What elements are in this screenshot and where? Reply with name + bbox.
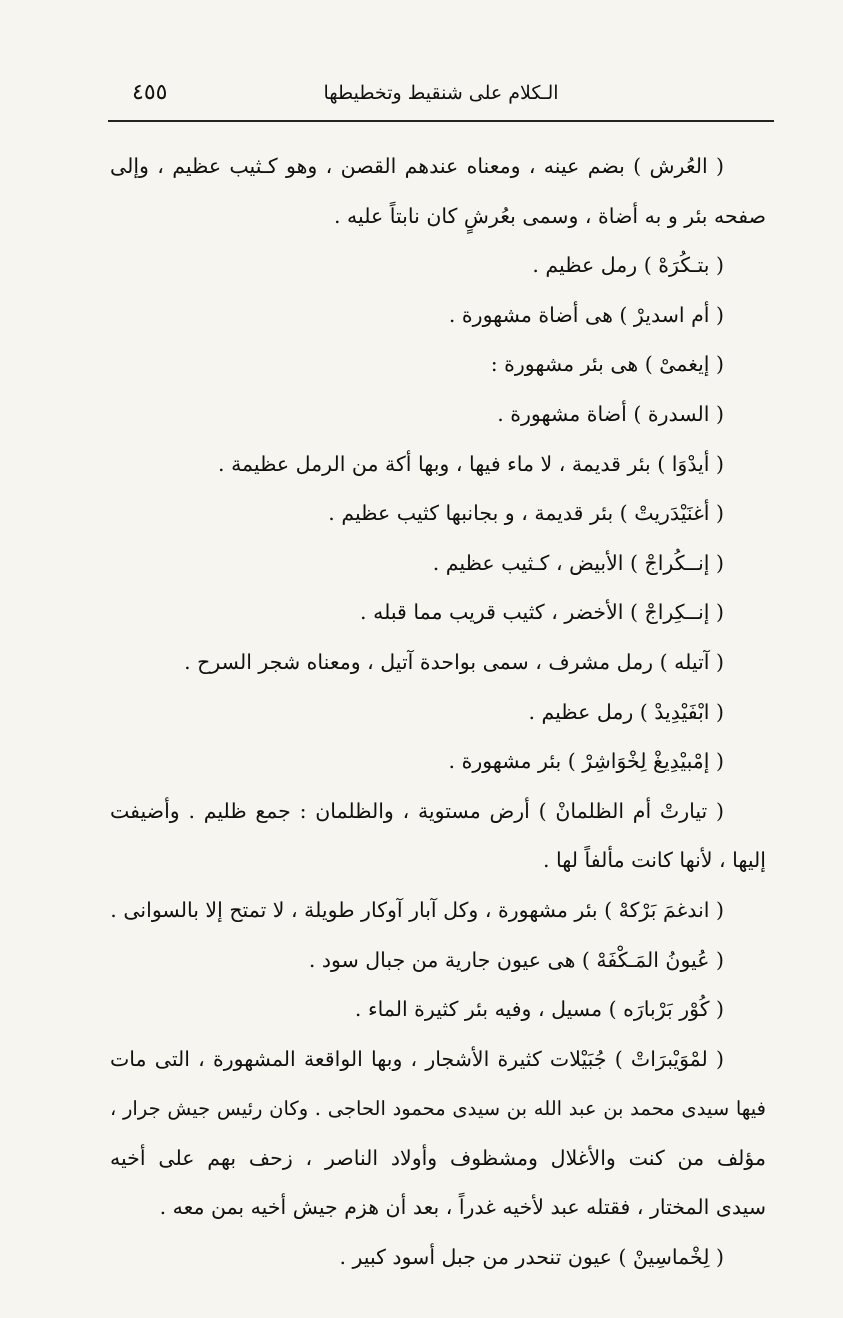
text-line: ( لِخْماسِينْ ) عيون تنحدر من جبل أسود كبير . [339, 1245, 724, 1270]
text-line: ( اندغمَ بَرْكهْ ) بئر مشهورة ، وكل آبار آوكار طويلة ، لا تمتح إلا بالسوانى . [110, 897, 724, 922]
text-line: ( لمْوَيْبرَاتْ ) جُبَيْلات كثيرة الأشجار ، وبها الواقعة المشهورة ، التى مات [110, 1046, 724, 1071]
text-line: ( العُرش ) بضم عينه ، ومعناه عندهم القصن ، وهو كـثيب عظيم ، وإلى [110, 154, 724, 178]
text-line: ( إيغمىْ ) هى بئر مشهورة : [490, 352, 724, 377]
text-line: ( إنــكِراجْ ) الأخضر ، كثيب قريب مما قبله . [360, 600, 724, 625]
header-rule [108, 120, 774, 122]
text-line: ( ابْفَيْدِيدْ ) رمل عظيم . [528, 699, 724, 724]
text-line: ( أم اسديرْ ) هى أضاة مشهورة . [448, 302, 724, 327]
text-line: ( كُوْر بَرْبارَه ) مسيل ، وفيه بئر كثيرة الماء . [354, 997, 724, 1022]
running-header [108, 78, 774, 116]
text-line: ( إنــكُراجْ ) الأبيض ، كـثيب عظيم . [432, 550, 724, 575]
page-number: ٤٥٥ [132, 80, 168, 105]
text-line: فيها سيدى محمد بن عبد الله بن سيدى محمود الحاجى . وكان رئيس جيش جرار ، [110, 1097, 766, 1121]
text-line: ( آتيله ) رمل مشرف ، سمى بواحدة آتيل ، ومعناه شجر السرح . [184, 649, 724, 674]
running-title: الـكلام على شنقيط وتخطيطها [323, 82, 559, 104]
text-line: ( السدرة ) أضاة مشهورة . [497, 401, 724, 426]
text-line: صفحه بئر و به أضاة ، وسمى بعُرشٍ كان نابتاً عليه . [334, 203, 766, 228]
text-line: ( أغنَيْدَريتْ ) بئر قديمة ، و بجانبها كثيب عظيم . [328, 501, 724, 526]
text-line: ( إمْبيْدِيغْ لِخْوَاشِرْ ) بئر مشهورة . [448, 749, 724, 774]
text-line: مؤلف من كنت والأغلال ومشظوف وأولاد الناصر ، زحف بهم على أخيه [110, 1145, 766, 1170]
text-line: إليها ، لأنها كانت مألفاً لها . [542, 848, 766, 873]
text-line: ( أيدْوَا ) بئر قديمة ، لا ماء فيها ، وبها أكة من الرمل عظيمة . [218, 451, 724, 476]
text-line: سيدى المختار ، فقتله عبد لأخيه غدراً ، بعد أن هزم جيش أخيه بمن معه . [159, 1195, 766, 1220]
text-line: ( بتـكُرَهْ ) رمل عظيم . [532, 253, 724, 278]
text-line: ( عُيونُ المَـكْفَهْ ) هى عيون جارية من جبال سود . [308, 947, 724, 972]
body-text [110, 142, 766, 1283]
text-line: ( تيارتْ أم الظلمانْ ) أرض مستوية ، والظلمان : جمع ظليم . وأضيفت [110, 798, 724, 823]
